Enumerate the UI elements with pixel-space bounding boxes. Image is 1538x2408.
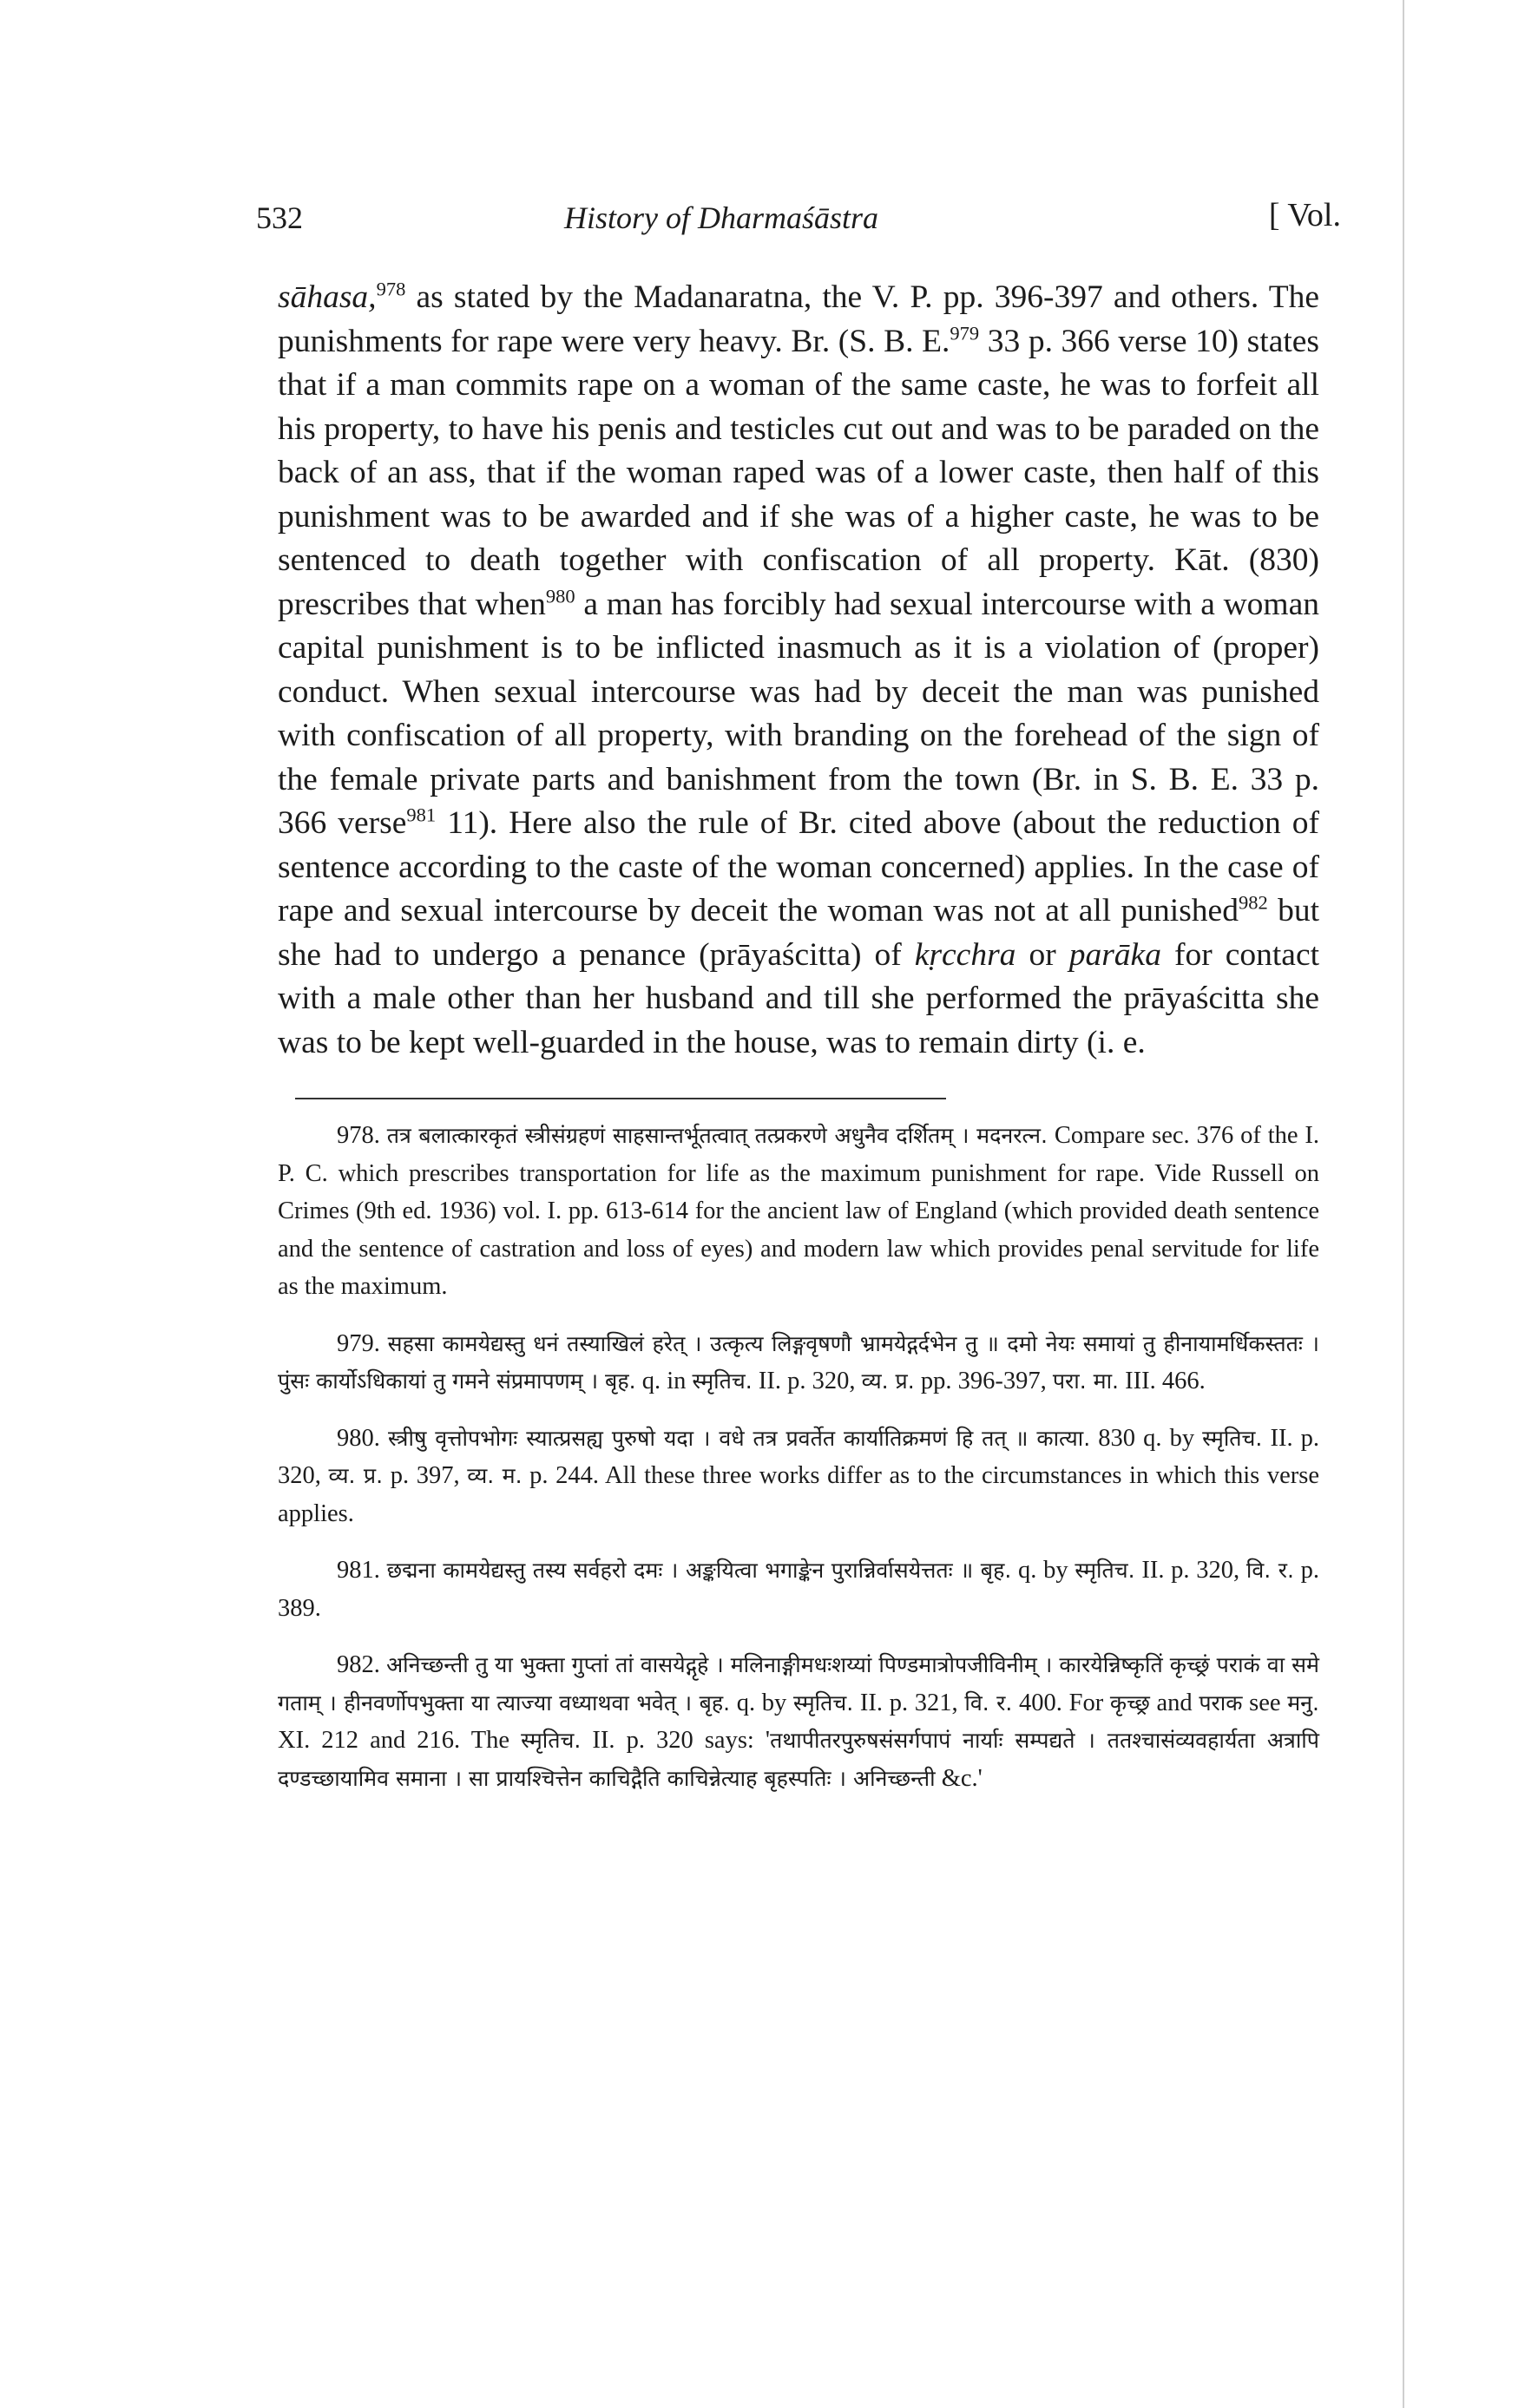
sanskrit-text: पराक: [1199, 1690, 1243, 1716]
sanskrit-text: स्मृतिच.: [1075, 1558, 1135, 1583]
text-run: for contact with a male other than her husband and till she performed the prāyaścitta she was to be kept well-guarded in the house, was to remain dirty (i. e.: [278, 936, 1320, 1060]
footnote-divider: [295, 1098, 946, 1099]
main-text: [278, 276, 1319, 1065]
sanskrit-text: तत्र बलात्कारकृतं स्त्रीसंग्रहणं साहसान्तर्भूतत्वात् तत्प्रकरणे अधुनैव दर्शितम् । मदनरत्न.: [386, 1123, 1048, 1148]
sanskrit-text: अनिच्छन्ती तु या भुक्ता गुप्तां तां वासयेद्गृहे । मलिनाङ्गीमधःशय्यां पिण्डमात्रोपजीविनीम् । कारयेन्निष्कृतिं कृच्छ्रं पराकं वा समे गताम् । हीनवर्णोपभुक्ता या त्याज्या वध्याथवा भवेत् । बृह.: [278, 1652, 1319, 1716]
footnote-ref: 982: [1238, 891, 1268, 914]
running-title: History of Dharmaśāstra: [564, 200, 879, 235]
sanskrit-text: व्य. प्र.: [861, 1368, 915, 1394]
sanskrit-text: तथापीतरपुरुषसंसर्गपापं नार्याः सम्पद्यते । ततश्चासंव्यवहार्यता अत्रापि दण्डच्छायामिव समाना । सा प्रायश्चित्तेन काचिद्गैति काचिन्नेत्याह बृहस्पतिः । अनिच्छन्ती: [278, 1728, 1319, 1791]
text-run: or: [1015, 936, 1069, 973]
footnote-ref: 981: [406, 804, 437, 826]
italic-term: kṛcchra: [914, 936, 1016, 973]
footnote-text: II. p. 320,: [1134, 1557, 1246, 1584]
sanskrit-text: सहसा कामयेद्यस्तु धनं तस्याखिलं हरेत् । उत्कृत्य लिङ्गवृषणौ भ्रामयेद्गर्दभेन तु ॥ दमो नेयः समायां तु हीनायामर्धिकस्ततः । पुंसः कार्योऽधिकायां तु गमने संप्रमापणम् । बृह.: [278, 1330, 1319, 1394]
sanskrit-text: छद्मना कामयेद्यस्तु तस्य सर्वहरो दमः । अङ्कयित्वा भगाङ्केन पुरान्निर्वासयेत्ततः ॥ बृह.: [386, 1558, 1012, 1583]
text-run: as stated by the Madanaratna, the V. P. pp. 396-397 and others. The punishments for rape were very heavy. Br. (S. B. E.: [278, 279, 1319, 359]
sanskrit-text: स्मृतिच.: [692, 1368, 753, 1394]
footnote-text: q. by: [1011, 1557, 1075, 1584]
footnote-text: 980.: [337, 1424, 388, 1452]
footnote-text: 400. For: [1012, 1689, 1110, 1716]
sanskrit-text: स्त्रीषु वृत्तोपभोगः स्यात्प्रसह्य पुरुषो यदा । वधे तत्र प्रवर्तेत कार्यातिक्रमणं हि तत् ॥ कात्या.: [387, 1425, 1091, 1451]
footnote-text: pp. 396-397,: [914, 1368, 1053, 1394]
footnote-ref: 979: [950, 322, 980, 344]
sanskrit-text: स्मृतिच.: [1202, 1425, 1263, 1451]
footnote-text: II. p. 320 says: ': [581, 1727, 771, 1754]
footnote-text: q. by: [730, 1689, 793, 1716]
footnote-text: II. p. 321,: [853, 1689, 965, 1716]
footnote-text: II. p. 320,: [278, 1424, 1320, 1489]
footnote: [278, 1325, 1319, 1401]
footnote-text: XI. 212 and 216. The: [278, 1727, 522, 1754]
text-run: but she had to undergo a penance (prāyaścitta) of: [278, 893, 1319, 973]
volume-label: [ Vol.: [1268, 197, 1341, 233]
sanskrit-text: परा. मा.: [1052, 1368, 1119, 1394]
running-head: [256, 191, 1341, 252]
footnote-text: p. 244. All these three works differ as to the circumstances in which this verse applies.: [278, 1462, 1320, 1527]
sanskrit-text: व्य. म.: [467, 1463, 523, 1488]
footnote: [278, 1646, 1319, 1797]
footnote-text: 978.: [337, 1122, 387, 1149]
text-run: a man has forcibly had sexual intercourse with a woman capital punishment is to be inflicted inasmuch as it is a violation of (proper) conduct. When sexual intercourse was had by deceit the man was punished with confiscation of all property, with branding on the forehead of the sign of the female private parts and banishment from the town (Br. in S. B. E. 33 p. 366 verse: [278, 586, 1319, 841]
text-run: 11). Here also the rule of Br. cited above (about the reduction of sentence according to the caste of the woman concerned) applies. In the case of rape and sexual intercourse by deceit the woman was not at all punished: [278, 805, 1319, 928]
footnote-text: 979.: [337, 1329, 388, 1357]
footnote-text: q. in: [635, 1368, 693, 1394]
footnote-text: see: [1242, 1689, 1288, 1716]
footnote-text: II. p. 320,: [752, 1368, 862, 1394]
body-paragraph: [278, 276, 1319, 1065]
footnote: [278, 1420, 1319, 1533]
footnote-text: p. 389.: [278, 1557, 1320, 1622]
sanskrit-text: स्मृतिच.: [521, 1728, 582, 1753]
sanskrit-text: व्य. प्र.: [328, 1463, 384, 1488]
text-run: 33 p. 366 verse 10) states that if a man commits rape on a woman of the same caste, he was to forfeit all his property, to have his penis and testicles cut out and was to be paraded on the back of an ass, that if the woman raped was of a lower caste, then half of this punishment was to be awarded and if she was of a higher caste, he was to be sentenced to death together with confiscation of all property. Kāt. (830) prescribes that when: [278, 323, 1319, 622]
footnotes: [278, 1117, 1319, 1797]
sanskrit-text: स्मृतिच.: [793, 1690, 854, 1716]
footnote-text: 982.: [337, 1651, 387, 1678]
footnote-ref: 978: [376, 278, 406, 300]
footnote-text: p. 397,: [383, 1462, 468, 1489]
footnote-text: 830 q. by: [1090, 1424, 1203, 1452]
footnote-ref: 980: [545, 585, 575, 607]
sanskrit-text: वि. र.: [1246, 1558, 1294, 1583]
footnote-text: Compare sec. 376 of the I. P. C. which prescribes transportation for life as the maximum punishment for rape. Vide Russell on Crimes (9th ed. 1936) vol. I. pp. 613-614 for the ancient law of England (which provided death sentence and the sentence of castration and loss of eyes) and modern law which provides penal servitude for life as the maximum.: [278, 1122, 1319, 1300]
footnote-text: III. 466.: [1119, 1368, 1206, 1394]
page-edge-line: [1403, 0, 1404, 2408]
sanskrit-text: मनु.: [1287, 1690, 1320, 1716]
footnote: [278, 1117, 1319, 1306]
footnote: [278, 1552, 1319, 1627]
sanskrit-text: वि. र.: [964, 1690, 1013, 1716]
page-number: 532: [256, 200, 303, 235]
sanskrit-text: कृच्छ्र: [1109, 1690, 1150, 1716]
italic-term: parāka: [1068, 936, 1161, 973]
footnote-text: 981.: [337, 1557, 387, 1584]
footnote-text: and: [1149, 1689, 1200, 1716]
italic-term: sāhasa,: [278, 279, 377, 315]
footnote-text: &c.': [935, 1764, 983, 1792]
book-page: [256, 191, 1341, 1816]
